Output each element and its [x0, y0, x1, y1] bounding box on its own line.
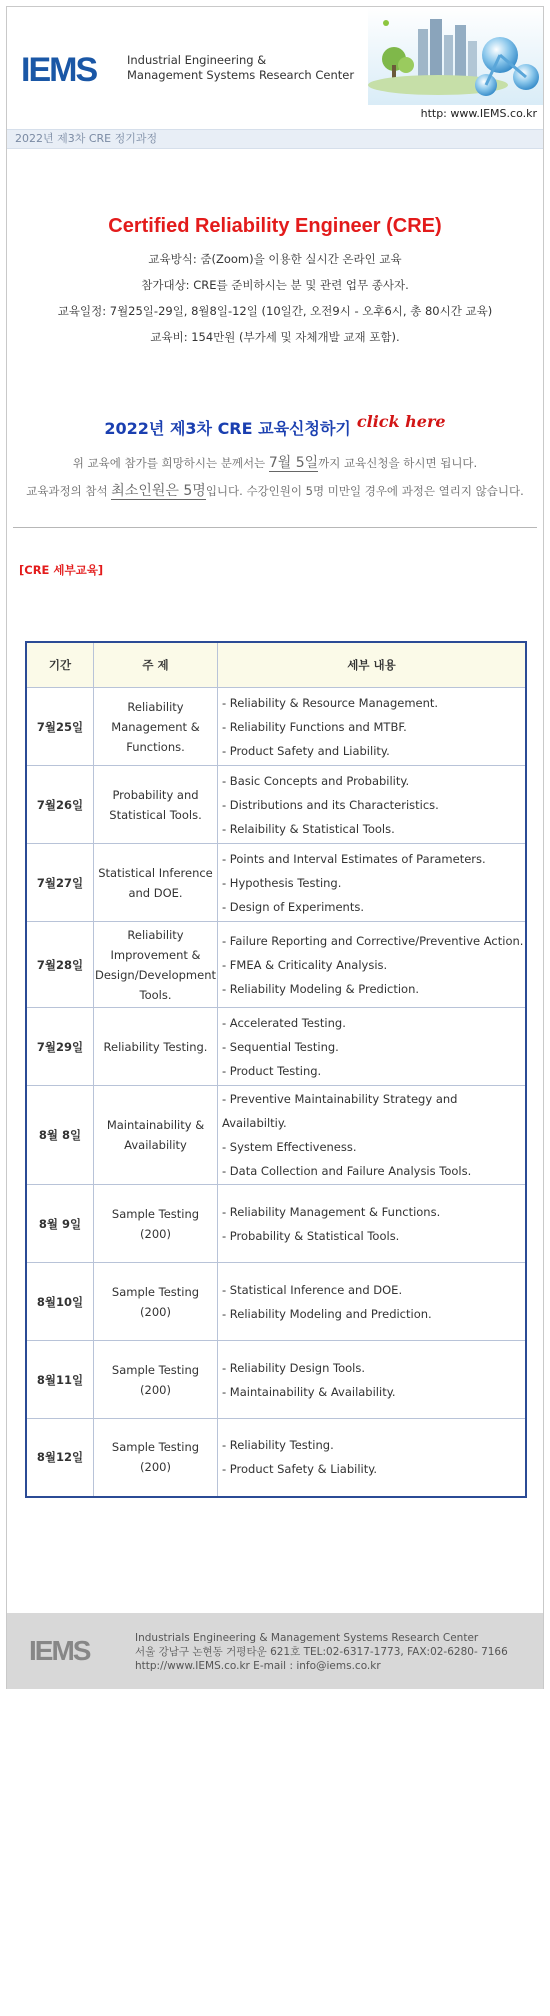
row-details	[218, 1263, 527, 1341]
row-period: 7월29일	[26, 1008, 94, 1086]
click-here-link[interactable]: click here	[356, 412, 446, 431]
curriculum-table	[25, 641, 527, 1498]
row-period: 7월26일	[26, 766, 94, 844]
apply-heading	[7, 412, 543, 439]
row-details	[218, 1341, 527, 1419]
table-row	[26, 1419, 526, 1497]
table-row	[26, 766, 526, 844]
detail-item: - Statistical Inference and DOE.	[222, 1282, 403, 1297]
org-name-line2: Management Systems Research Center	[127, 68, 355, 82]
detail-item: - Product Safety and Liability.	[222, 743, 390, 758]
course-fee: 교육비: 154만원 (부가세 및 자체개발 교재 포함).	[150, 330, 400, 344]
table-row	[26, 688, 526, 766]
row-topic: Reliability Testing.	[94, 1008, 218, 1086]
detail-item: - Design of Experiments.	[222, 899, 364, 914]
row-details	[218, 844, 527, 922]
apply-note	[7, 449, 543, 505]
row-period: 7월28일	[26, 922, 94, 1008]
iems-logo[interactable]: IEMS	[21, 51, 97, 89]
page-frame	[6, 6, 544, 1689]
apply-note-deadline	[15, 449, 535, 477]
note-deadline-date: 7월 5일	[268, 455, 319, 471]
row-details	[218, 766, 527, 844]
row-period: 8월 8일	[26, 1086, 94, 1185]
section-divider	[13, 527, 537, 528]
row-topic: Sample Testing (200)	[94, 1419, 218, 1497]
row-details	[218, 688, 527, 766]
row-period: 8월 9일	[26, 1185, 94, 1263]
row-topic: Sample Testing (200)	[94, 1341, 218, 1419]
footer-info	[135, 1631, 508, 1673]
note-deadline-pre: 위 교육에 참가를 희망하시는 분께서는	[72, 456, 269, 470]
row-topic: Probability and Statistical Tools.	[94, 766, 218, 844]
detail-item: - Reliability & Resource Management.	[222, 695, 439, 710]
course-title: Certified Reliability Engineer (CRE)	[108, 215, 442, 237]
table-row	[26, 1341, 526, 1419]
table-row	[26, 1086, 526, 1185]
footer-contact[interactable]: http://www.IEMS.co.kr E-mail : info@iems.co.kr	[135, 1660, 381, 1672]
detail-item: - Maintainability & Availability.	[222, 1384, 396, 1399]
detail-item: - Preventive Maintainability Strategy and Availabiltiy.	[222, 1092, 458, 1130]
course-target: 참가대상: CRE를 준비하시는 분 및 관련 업무 종사자.	[141, 278, 409, 292]
header-details: 세부 내용	[218, 642, 527, 688]
header	[7, 7, 543, 119]
detail-item: - Reliability Modeling and Prediction.	[222, 1306, 432, 1321]
detail-item: - Reliability Modeling & Prediction.	[222, 981, 420, 996]
row-topic: Reliability Management & Functions.	[94, 688, 218, 766]
row-topic: Reliability Improvement & Design/Development Tools.	[94, 922, 218, 1008]
table-row	[26, 1185, 526, 1263]
detail-item: - FMEA & Criticality Analysis.	[222, 957, 388, 972]
detail-item: - Product Testing.	[222, 1063, 322, 1078]
detail-item: - Relaibility & Statistical Tools.	[222, 821, 395, 836]
org-name	[127, 53, 354, 83]
row-details	[218, 1419, 527, 1497]
table-row	[26, 1008, 526, 1086]
detail-item: - Reliability Design Tools.	[222, 1360, 365, 1375]
footer	[7, 1613, 543, 1689]
row-period: 7월25일	[26, 688, 94, 766]
row-period: 8월10일	[26, 1263, 94, 1341]
row-topic: Statistical Inference and DOE.	[94, 844, 218, 922]
program-label: 2022년 제3차 CRE 정기과정	[7, 129, 543, 149]
detail-item: - Reliability Functions and MTBF.	[222, 719, 407, 734]
row-topic: Maintainability & Availability	[94, 1086, 218, 1185]
detail-item: - Hypothesis Testing.	[222, 875, 342, 890]
note-min-pre: 교육과정의 참석	[26, 484, 112, 498]
detail-item: - Data Collection and Failure Analysis Tools.	[222, 1164, 472, 1178]
header-period: 기간	[26, 642, 94, 688]
footer-logo: IEMS	[29, 1635, 90, 1666]
detail-item: - Reliability Testing.	[222, 1438, 334, 1453]
note-min-count: 최소인원은 5명	[111, 483, 206, 499]
row-details	[218, 1008, 527, 1086]
apply-label[interactable]: 2022년 제3차 CRE 교육신청하기	[104, 419, 351, 438]
city-globe-illustration	[368, 7, 543, 105]
row-topic: Sample Testing (200)	[94, 1263, 218, 1341]
section-title: [CRE 세부교육]	[19, 563, 104, 577]
footer-org-name: Industrials Engineering & Management Systems Research Center	[135, 1632, 479, 1644]
detail-item: - Failure Reporting and Corrective/Preventive Action.	[222, 933, 524, 948]
course-method: 교육방식: 줌(Zoom)을 이용한 실시간 온라인 교육	[148, 252, 402, 266]
course-intro	[7, 215, 543, 350]
header-topic: 주 제	[94, 642, 218, 688]
detail-item: - Reliability Management & Functions.	[222, 1204, 441, 1219]
row-details	[218, 1086, 527, 1185]
table-row	[26, 922, 526, 1008]
note-deadline-post: 까지 교육신청을 하시면 됩니다.	[318, 456, 478, 470]
table-row	[26, 844, 526, 922]
row-details	[218, 922, 527, 1008]
detail-item: - Points and Interval Estimates of Parameters.	[222, 851, 486, 866]
table-header-row	[26, 642, 526, 688]
website-url[interactable]: http: www.IEMS.co.kr	[420, 107, 537, 120]
footer-address: 서울 강남구 논현동 거평타운 621호 TEL:02-6317-1773, FAX:02-6280- 7166	[135, 1646, 508, 1658]
row-period: 7월27일	[26, 844, 94, 922]
detail-item: - Basic Concepts and Probability.	[222, 773, 410, 788]
detail-item: - Distributions and its Characteristics.	[222, 797, 439, 812]
course-schedule: 교육일정: 7월25일-29일, 8월8일-12일 (10일간, 오전9시 - 오후6시, 총 80시간 교육)	[57, 304, 493, 318]
note-min-post: 입니다. 수강인원이 5명 미만일 경우에 과정은 열리지 않습니다.	[205, 484, 524, 498]
detail-item: - Probability & Statistical Tools.	[222, 1228, 400, 1243]
row-topic: Sample Testing (200)	[94, 1185, 218, 1263]
detail-item: - Accelerated Testing.	[222, 1015, 346, 1030]
row-period: 8월12일	[26, 1419, 94, 1497]
detail-item: - Sequential Testing.	[222, 1039, 339, 1054]
row-details	[218, 1185, 527, 1263]
org-name-line1: Industrial Engineering &	[127, 53, 267, 67]
apply-note-minimum	[15, 477, 535, 505]
detail-item: - System Effectiveness.	[222, 1140, 357, 1154]
detail-item: - Product Safety & Liability.	[222, 1462, 378, 1477]
row-period: 8월11일	[26, 1341, 94, 1419]
table-row	[26, 1263, 526, 1341]
